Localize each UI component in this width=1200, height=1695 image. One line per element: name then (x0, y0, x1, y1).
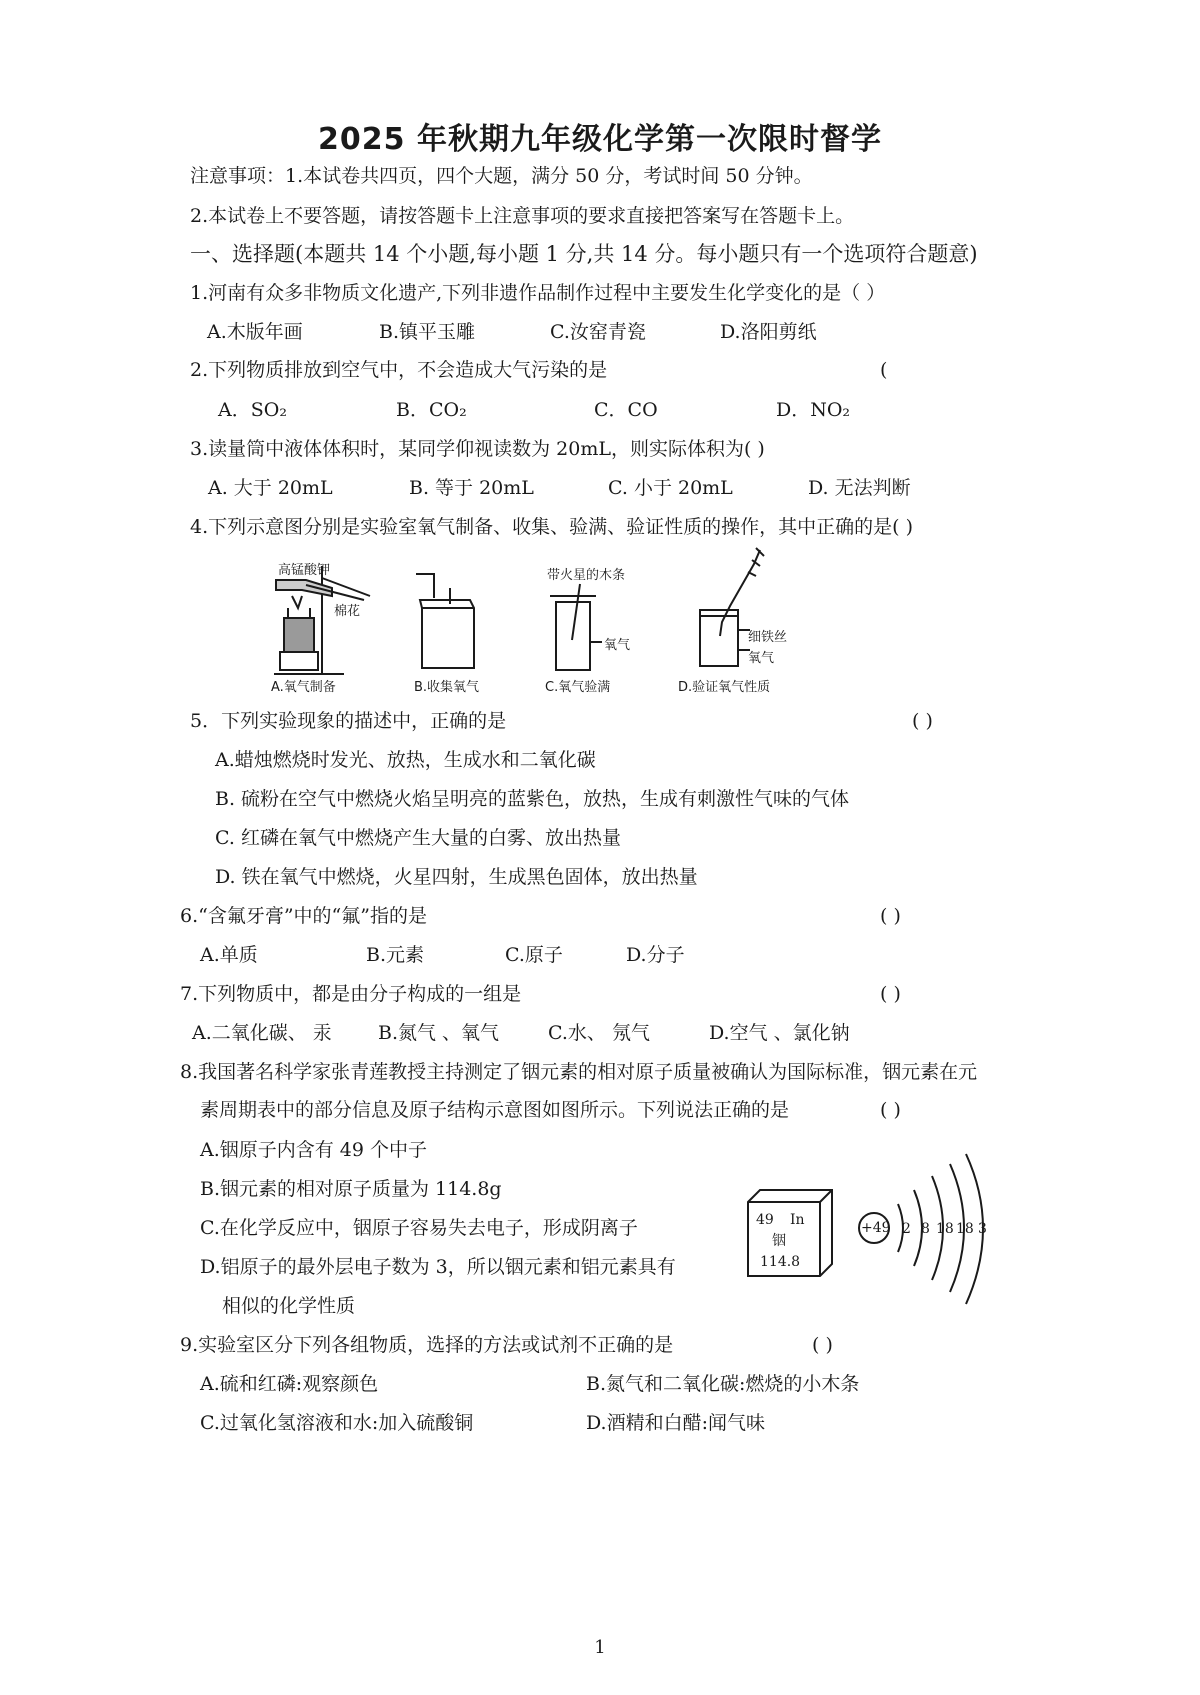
apparatus-c-diagram (546, 582, 616, 672)
q3-option-b: B. 等于 20mL (409, 477, 534, 499)
q1-option-b: B.镇平玉雕 (379, 321, 476, 343)
q6-option-a: A.单质 (200, 944, 258, 966)
question-2-stem: 2.下列物质排放到空气中，不会造成大气污染的是 (190, 359, 608, 381)
q3-option-c: C. 小于 20mL (608, 477, 733, 499)
q6-option-c: C.原子 (505, 944, 563, 966)
q2-option-d: D．NO₂ (776, 399, 851, 421)
q1-option-a: A.木版年画 (207, 321, 303, 343)
notice-line-2: 2.本试卷上不要答题，请按答题卡上注意事项的要求直接把答案写在答题卡上。 (190, 205, 855, 227)
element-atomic-mass: 114.8 (760, 1254, 801, 1270)
apparatus-b-diagram (410, 564, 480, 670)
q7-option-d: D.空气 、氯化钠 (709, 1022, 850, 1044)
label-cotton: 棉花 (334, 604, 361, 619)
q7-answer-paren: ( ) (880, 983, 901, 1005)
figure-b-caption: B.收集氧气 (414, 680, 480, 695)
q2-answer-paren: ( (880, 359, 888, 381)
shell-3-electrons: 18 (936, 1221, 954, 1237)
q9-option-b: B.氮气和二氧化碳:燃烧的小木条 (586, 1373, 860, 1395)
q8-answer-paren: ( ) (880, 1099, 901, 1121)
q8-option-d-continued: 相似的化学性质 (222, 1295, 356, 1317)
notice-line-1: 注意事项：1.本试卷共四页，四个大题，满分 50 分，考试时间 50 分钟。 (190, 165, 813, 187)
label-oxygen-c: 氧气 (604, 638, 631, 653)
question-8-stem-line-1: 8.我国著名科学家张青莲教授主持测定了铟元素的相对原子质量被确认为国际标准，铟元素在元 (180, 1061, 978, 1083)
q8-option-d: D.铝原子的最外层电子数为 3，所以铟元素和铝元素具有 (200, 1256, 676, 1278)
question-8-stem-line-2: 素周期表中的部分信息及原子结构示意图如图所示。下列说法正确的是 (200, 1099, 790, 1121)
question-7-stem: 7.下列物质中，都是由分子构成的一组是 (180, 983, 522, 1005)
q2-option-c: C．CO (594, 399, 658, 421)
q8-option-b: B.铟元素的相对原子质量为 114.8g (200, 1178, 502, 1200)
label-oxygen-d: 氧气 (748, 651, 775, 666)
question-3-stem: 3.读量筒中液体体积时，某同学仰视读数为 20mL，则实际体积为( ) (190, 438, 765, 460)
q7-option-c: C.水、 氖气 (548, 1022, 650, 1044)
element-atomic-number: 49 (756, 1212, 774, 1228)
nucleus-charge: +49 (861, 1220, 891, 1236)
question-4-stem: 4.下列示意图分别是实验室氧气制备、收集、验满、验证性质的操作，其中正确的是( ) (190, 516, 913, 538)
q3-option-d: D. 无法判断 (808, 477, 911, 499)
section-heading: 一、选择题(本题共 14 个小题,每小题 1 分,共 14 分。每小题只有一个选项符合题意) (190, 242, 978, 266)
q9-option-d: D.酒精和白醋:闻气味 (586, 1412, 765, 1434)
q1-option-d: D.洛阳剪纸 (720, 321, 817, 343)
q2-option-b: B．CO₂ (396, 399, 467, 421)
question-9-stem: 9.实验室区分下列各组物质，选择的方法或试剂不正确的是 (180, 1334, 674, 1356)
q5-option-c: C. 红磷在氧气中燃烧产生大量的白雾、放出热量 (215, 827, 621, 849)
shell-4-electrons: 18 (956, 1221, 974, 1237)
q5-option-b: B. 硫粉在空气中燃烧火焰呈明亮的蓝紫色，放热，生成有刺激性气味的气体 (215, 788, 850, 810)
shell-1-electrons: 2 (902, 1221, 911, 1237)
q9-answer-paren: ( ) (812, 1334, 833, 1356)
q2-option-a: A．SO₂ (218, 399, 287, 421)
page-number: 1 (594, 1637, 606, 1658)
question-1-stem: 1.河南有众多非物质文化遗产,下列非遗作品制作过程中主要发生化学变化的是（ ） (190, 282, 886, 304)
element-name: 铟 (772, 1233, 786, 1249)
shell-5-electrons: 3 (978, 1221, 987, 1237)
figure-c-caption: C.氧气验满 (545, 680, 611, 695)
label-glowing-splint: 带火星的木条 (547, 568, 626, 583)
q3-option-a: A. 大于 20mL (208, 477, 333, 499)
q5-answer-paren: ( ) (912, 710, 933, 732)
page-title: 2025 年秋期九年级化学第一次限时督学 (318, 122, 882, 157)
label-iron-wire: 细铁丝 (748, 630, 788, 645)
q9-option-a: A.硫和红磷:观察颜色 (200, 1373, 379, 1395)
q8-option-a: A.铟原子内含有 49 个中子 (200, 1139, 428, 1161)
q6-answer-paren: ( ) (880, 905, 901, 927)
question-6-stem: 6.“含氟牙膏”中的“氟”指的是 (180, 905, 427, 927)
element-symbol: In (790, 1212, 805, 1228)
question-5-stem: 5．下列实验现象的描述中，正确的是 (190, 710, 507, 732)
q9-option-c: C.过氧化氢溶液和水:加入硫酸铜 (200, 1412, 474, 1434)
q1-option-c: C.汝窑青瓷 (550, 321, 646, 343)
label-potassium-permanganate: 高锰酸钾 (278, 563, 331, 578)
q7-option-b: B.氮气 、氧气 (378, 1022, 500, 1044)
q8-option-c: C.在化学反应中，铟原子容易失去电子，形成阴离子 (200, 1217, 638, 1239)
shell-2-electrons: 8 (921, 1221, 930, 1237)
q7-option-a: A.二氧化碳、 汞 (192, 1022, 332, 1044)
figure-d-caption: D.验证氧气性质 (678, 680, 771, 695)
q5-option-a: A.蜡烛燃烧时发光、放热，生成水和二氧化碳 (215, 749, 596, 771)
figure-a-caption: A.氧气制备 (271, 680, 336, 695)
q5-option-d: D. 铁在氧气中燃烧，火星四射，生成黑色固体，放出热量 (215, 866, 698, 888)
q6-option-d: D.分子 (626, 944, 685, 966)
q6-option-b: B.元素 (366, 944, 425, 966)
